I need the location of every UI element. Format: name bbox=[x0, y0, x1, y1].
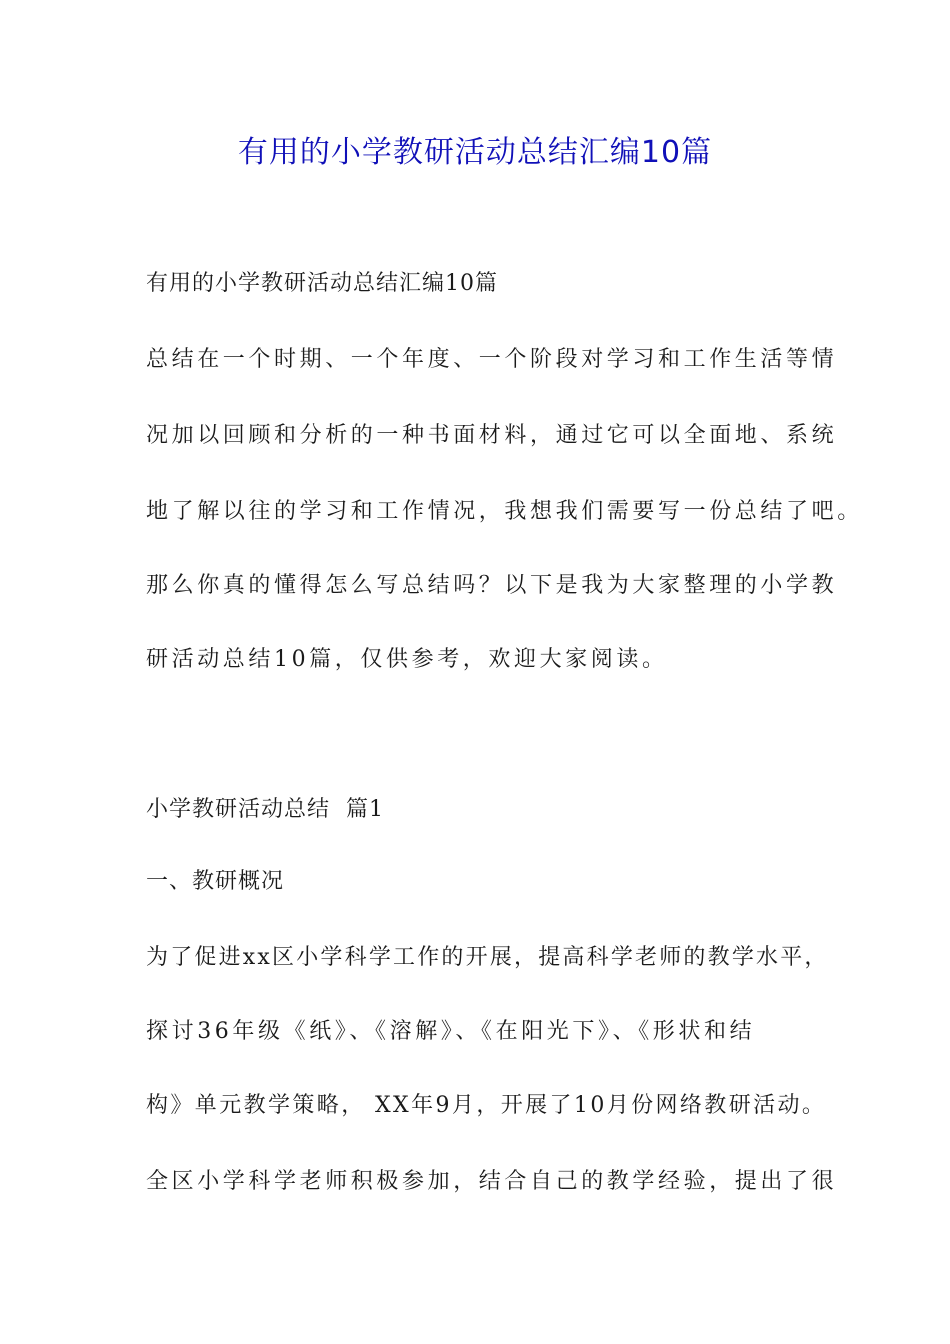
body-line: 全区小学科学老师积极参加，结合自己的教学经验，提出了很 bbox=[146, 1169, 838, 1194]
intro-line: 总结在一个时期、一个年度、一个阶段对学习和工作生活等情 bbox=[146, 347, 838, 372]
document-subtitle: 有用的小学教研活动总结汇编10篇 bbox=[146, 271, 498, 296]
intro-line: 那么你真的懂得怎么写总结吗？以下是我为大家整理的小学教 bbox=[146, 573, 838, 598]
body-line: 为了促进xx区小学科学工作的开展，提高科学老师的教学水平， bbox=[146, 945, 829, 970]
intro-line: 况加以回顾和分析的一种书面材料，通过它可以全面地、系统 bbox=[146, 423, 838, 448]
intro-line: 研活动总结10篇，仅供参考，欢迎大家阅读。 bbox=[146, 647, 668, 672]
subsection-heading: 一、教研概况 bbox=[146, 869, 285, 894]
intro-line: 地了解以往的学习和工作情况，我想我们需要写一份总结了吧。 bbox=[146, 499, 863, 524]
section-heading: 小学教研活动总结 篇1 bbox=[146, 797, 384, 822]
body-line: 构》单元教学策略， XX年9月，开展了10月份网络教研活动。 bbox=[146, 1093, 827, 1118]
body-line: 探讨36年级《纸》、《溶解》、《在阳光下》、《形状和结 bbox=[146, 1019, 756, 1044]
document-title: 有用的小学教研活动总结汇编10篇 bbox=[237, 135, 713, 170]
